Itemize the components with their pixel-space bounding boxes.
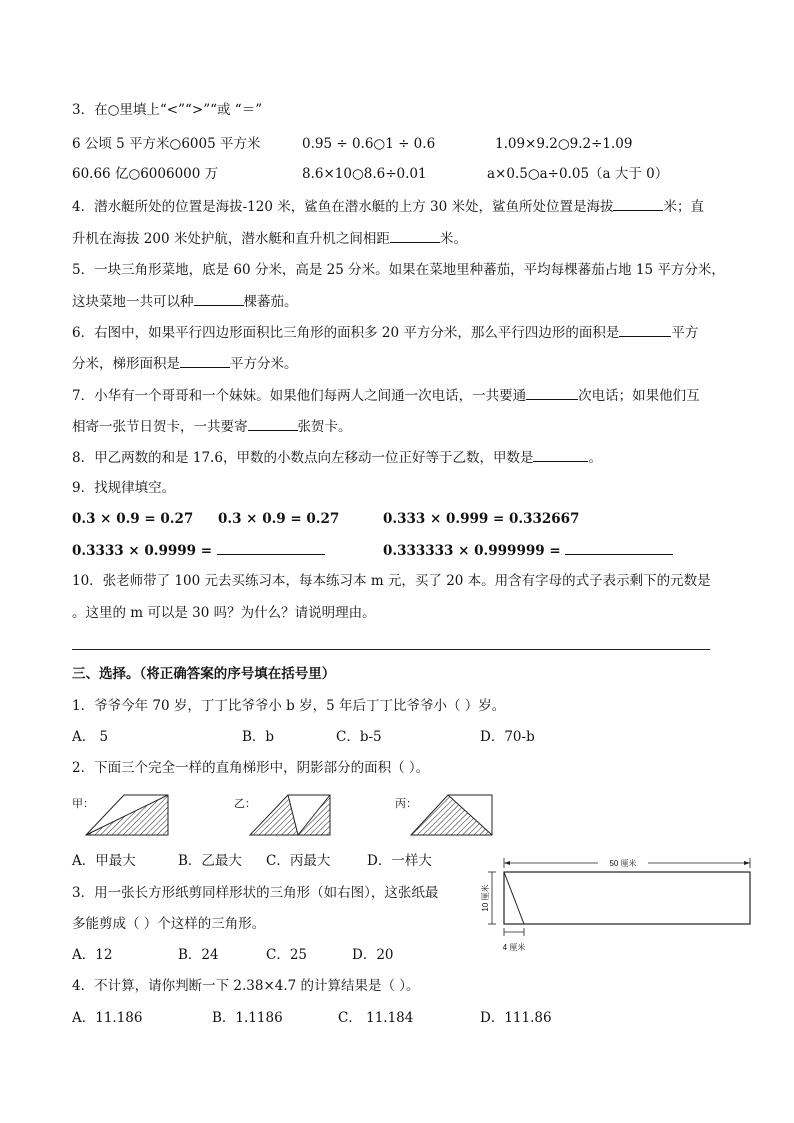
q4-line1	[72, 196, 704, 217]
trapezoid-figures	[0, 788, 794, 848]
answer-blank[interactable]	[526, 385, 578, 400]
shaded-triangle	[250, 795, 298, 835]
c3-line1: 3．用一张长方形纸剪同样形状的三角形（如右图），这张纸最	[72, 885, 439, 901]
q9-title: 9．找规律填空。	[72, 480, 176, 496]
option[interactable]: A．甲最大	[72, 853, 136, 869]
option[interactable]: C． 11.184	[338, 1010, 414, 1026]
q9-question	[383, 540, 673, 561]
q3-item: a×0.5○a÷0.05（a 大于 0）	[487, 166, 669, 182]
fig-base-label: 4 厘米	[502, 943, 526, 952]
q9-example: 0.3 × 0.9 = 0.27	[72, 511, 194, 527]
q4-text: 升机在海拔 200 米处护航，潜水艇和直升机之间相距	[72, 231, 390, 247]
q9-text: 0.3333 × 0.9999 =	[72, 543, 213, 559]
rectangle-paper-figure	[480, 850, 780, 960]
q6-line2	[72, 353, 298, 374]
answer-blank[interactable]	[390, 228, 440, 243]
answer-blank[interactable]	[248, 416, 298, 431]
option[interactable]: D．20	[352, 947, 394, 963]
option[interactable]: D．111.86	[480, 1010, 552, 1026]
c4-question: 4．不计算，请你判断一下 2.38×4.7 的计算结果是（ ）。	[72, 978, 420, 994]
q6-text: 分米，梯形面积是	[72, 356, 180, 372]
cut-triangle	[504, 872, 524, 924]
q5-text: 棵蕃茄。	[243, 294, 298, 310]
answer-blank[interactable]	[565, 540, 673, 555]
q8-line	[72, 447, 602, 468]
fig-width-label: 50 厘米	[609, 859, 637, 868]
fig-height-label: 10 厘米	[481, 884, 490, 912]
option[interactable]: B．乙最大	[178, 853, 242, 869]
q5-line2	[72, 291, 298, 312]
q9-example: 0.333 × 0.999 = 0.332667	[383, 511, 580, 527]
q3-item: 8.6×10○8.6÷0.01	[302, 166, 427, 182]
answer-line[interactable]	[72, 649, 710, 650]
option[interactable]: D．一样大	[367, 853, 432, 869]
q7-line1	[72, 385, 700, 406]
option[interactable]: A．11.186	[72, 1010, 143, 1026]
q8-text: 。	[588, 450, 602, 466]
answer-blank[interactable]	[180, 353, 230, 368]
q5-line1: 5．一块三角形菜地，底是 60 分米，高是 25 分米。如果在菜地里种蕃茄，平均每棵蕃茄占地 15 平方分米，	[72, 262, 725, 278]
option[interactable]: C．丙最大	[266, 853, 331, 869]
option[interactable]: B．b	[242, 729, 275, 745]
q7-text: 张贺卡。	[297, 419, 352, 435]
q8-text: 8．甲乙两数的和是 17.6，甲数的小数点向左移动一位正好等于乙数，甲数是	[72, 450, 534, 466]
option[interactable]: C．b-5	[336, 729, 382, 745]
q3-title: 3．在○里填上“<”“>”“或 “＝”	[72, 102, 263, 118]
q7-text: 次电话；如果他们互	[578, 388, 700, 404]
q3-item: 1.09×9.2○9.2÷1.09	[495, 136, 633, 152]
q9-text: 0.333333 × 0.999999 =	[383, 543, 561, 559]
section-title: 三、选择。（将正确答案的序号填在括号里）	[72, 666, 336, 682]
q4-text: 米。	[439, 231, 467, 247]
q6-text: 平方分米。	[230, 356, 298, 372]
q5-text: 这块菜地一共可以种	[72, 294, 194, 310]
c3-line2: 多能剪成（ ）个这样的三角形。	[72, 916, 266, 932]
option[interactable]: B．24	[178, 947, 219, 963]
q7-line2	[72, 416, 352, 437]
q4-text: 米；直	[663, 199, 704, 215]
answer-blank[interactable]	[217, 540, 325, 555]
q3-item: 0.95 ÷ 0.6○1 ÷ 0.6	[302, 136, 436, 152]
q7-text: 7．小华有一个哥哥和一个妹妹。如果他们每两人之间通一次电话，一共要通	[72, 388, 527, 404]
q9-question	[72, 540, 325, 561]
q4-line2	[72, 228, 467, 249]
q4-text: 4．潜水艇所处的位置是海拔-120 米，鲨鱼在潜水艇的上方 30 米处，鲨鱼所处位置是海拔	[72, 199, 614, 215]
answer-blank[interactable]	[533, 447, 588, 462]
q3-item: 6 公顷 5 平方米○6005 平方米	[72, 136, 261, 152]
q6-text: 平方	[671, 325, 699, 341]
option[interactable]: B．1.1186	[212, 1010, 283, 1026]
q6-text: 6．右图中，如果平行四边形面积比三角形的面积多 20 平方分米，那么平行四边形的面积是	[72, 325, 620, 341]
arrow-head	[744, 861, 750, 865]
q10-line1: 10．张老师带了 100 元去买练习本，每本练习本 m 元，买了 20 本。用含有字母的式子表示剩下的元数是	[72, 573, 711, 589]
trapezoid-label: 丙：	[395, 797, 417, 810]
answer-blank[interactable]	[619, 322, 671, 337]
answer-blank[interactable]	[613, 196, 663, 211]
paper-rectangle	[504, 872, 750, 924]
shaded-triangle	[411, 795, 492, 835]
c2-question: 2．下面三个完全一样的直角梯形中，阴影部分的面积（ ）。	[72, 760, 430, 776]
q10-line2: 。这里的 m 可以是 30 吗？为什么？请说明理由。	[72, 605, 376, 621]
option[interactable]: C．25	[266, 947, 308, 963]
c1-question: 1．爷爷今年 70 岁，丁丁比爷爷小 b 岁，5 年后丁丁比爷爷小（ ）岁。	[72, 698, 506, 714]
q7-text: 相寄一张节日贺卡，一共要寄	[72, 419, 248, 435]
answer-blank[interactable]	[194, 291, 244, 306]
arrow-head	[504, 861, 510, 865]
q9-example: 0.3 × 0.9 = 0.27	[218, 511, 340, 527]
option[interactable]: A．12	[72, 947, 113, 963]
trapezoid-label: 乙：	[234, 797, 256, 810]
q3-item: 60.66 亿○6006000 万	[72, 166, 219, 182]
trapezoid-label: 甲：	[72, 797, 94, 810]
option[interactable]: D．70-b	[480, 729, 535, 745]
option[interactable]: A． 5	[72, 729, 109, 745]
q6-line1	[72, 322, 698, 343]
